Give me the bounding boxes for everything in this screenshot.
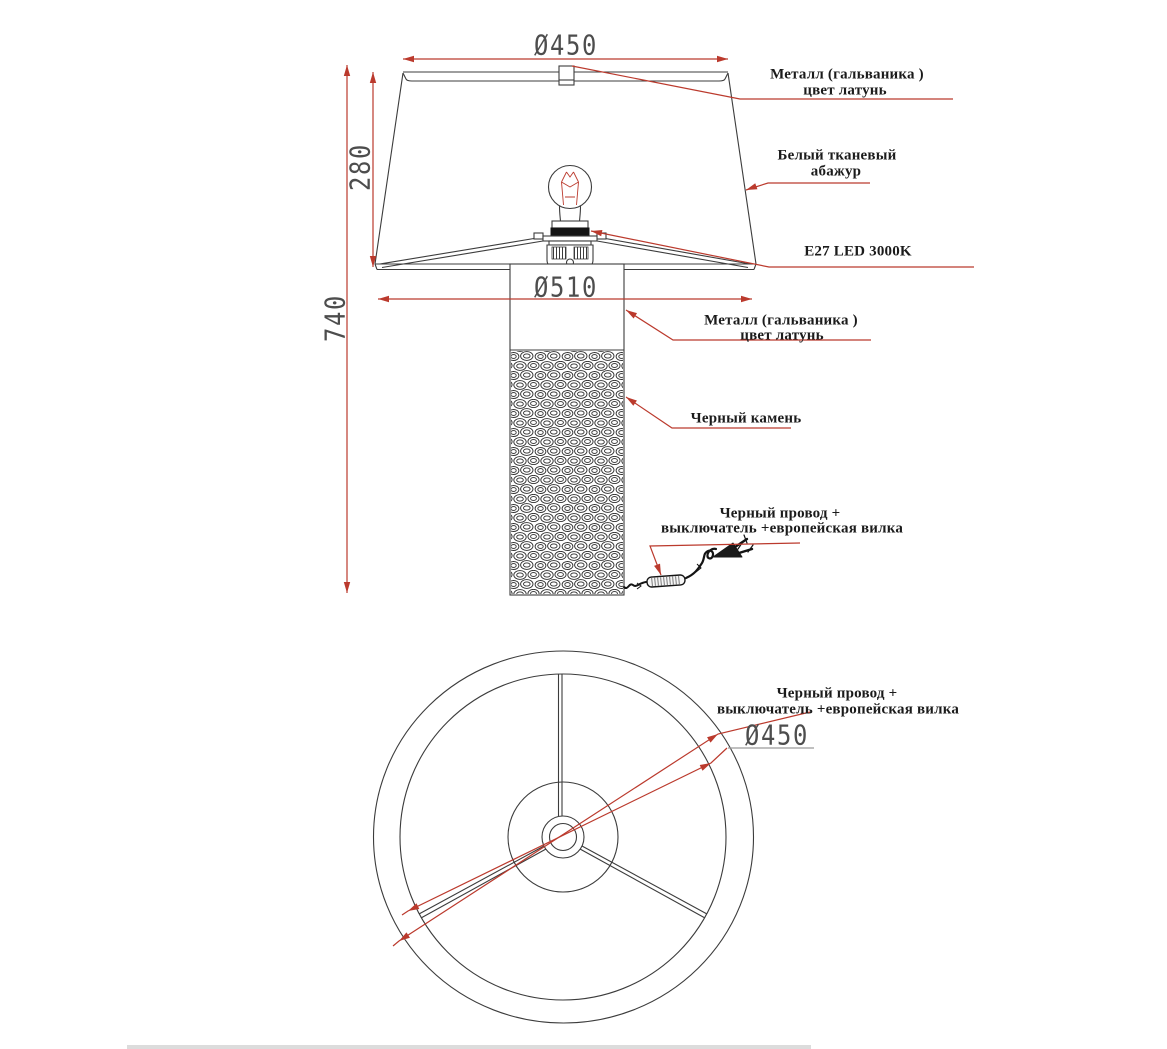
bottom-edge-bar — [127, 1045, 811, 1049]
shade-fitter-neck — [559, 66, 574, 85]
annotation-cord-line1: Черный провод + — [719, 505, 841, 522]
annotation-shade-top-material-line1: Металл (гальваника ) — [770, 66, 924, 83]
annotation-stone-label: Черный камень — [690, 410, 802, 427]
annotation-shade-top-material-line2: цвет латунь — [803, 82, 887, 99]
bulb — [549, 166, 592, 223]
bulb-socket — [534, 221, 606, 269]
cord-plug — [713, 535, 753, 557]
annotation-bulb-label: E27 LED 3000K — [804, 243, 912, 260]
bottom-annotation-cord-line1: Черный провод + — [776, 685, 898, 702]
dim-shade-height-label: 280 — [343, 142, 377, 192]
base-column — [510, 264, 624, 595]
bottom-annotation-cord-line2: выключатель +европейская вилка — [716, 701, 960, 718]
annotation-base-metal-line2: цвет латунь — [740, 327, 824, 344]
bottom-view-diameter-label: Ø450 — [744, 718, 810, 752]
annotation-shade-fabric-line2: абажур — [810, 163, 862, 180]
cord-switch — [647, 575, 686, 588]
bottom-view-spokes — [419, 674, 707, 918]
bottom-view-circles — [374, 651, 754, 1023]
power-cord — [624, 535, 753, 589]
annotation-cord-line2: выключатель +европейская вилка — [660, 520, 904, 537]
dim-top-diameter-label: Ø450 — [533, 28, 599, 62]
dim-total-height-label: 740 — [318, 293, 352, 343]
stone-texture — [511, 351, 623, 594]
annotation-base-metal-line1: Металл (гальваника ) — [704, 312, 858, 329]
annotation-shade-fabric-line1: Белый тканевый — [777, 147, 897, 164]
dim-bottom-diameter-label: Ø510 — [533, 270, 599, 304]
